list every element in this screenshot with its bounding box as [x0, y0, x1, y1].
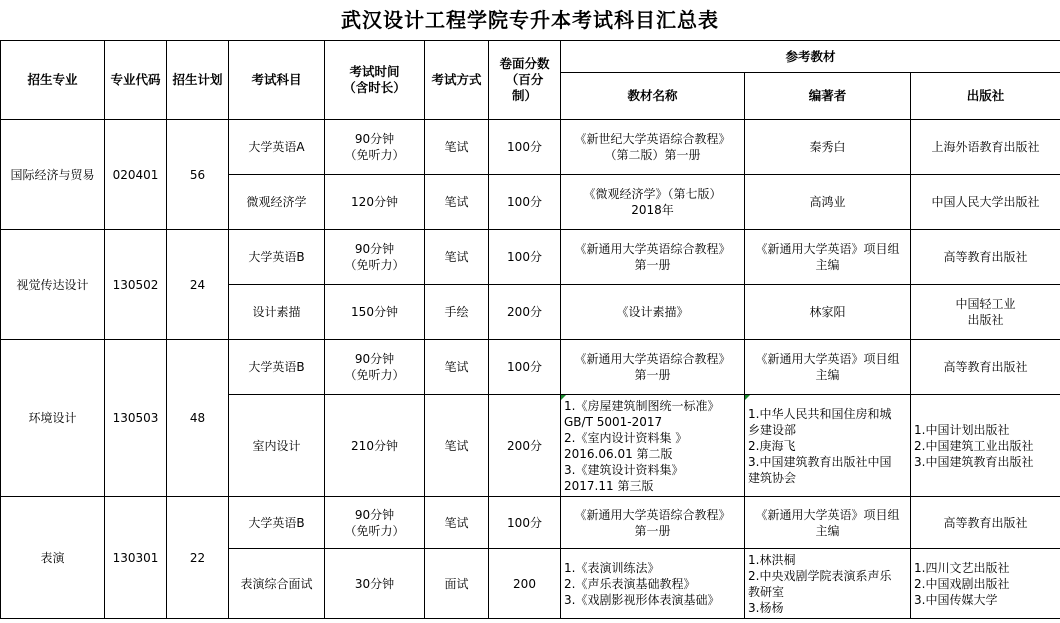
- score-cell: 100分: [489, 175, 561, 230]
- publisher-cell: 中国人民大学出版社: [911, 175, 1060, 230]
- author-cell: 1.林洪桐 2.中央戏剧学院表演系声乐 教研室 3.杨杨: [745, 549, 911, 619]
- author-cell: 《新通用大学英语》项目组 主编: [745, 497, 911, 549]
- header-publisher: 出版社: [911, 73, 1060, 120]
- score-cell: 200分: [489, 395, 561, 497]
- time-cell: 90分钟 （免听力）: [325, 120, 425, 175]
- major-name: 视觉传达设计: [1, 230, 105, 340]
- publisher-cell: 高等教育出版社: [911, 340, 1060, 395]
- subject-cell: 大学英语B: [229, 230, 325, 285]
- time-cell: 150分钟: [325, 285, 425, 340]
- author-cell: 《新通用大学英语》项目组 主编: [745, 340, 911, 395]
- author-cell: 秦秀白: [745, 120, 911, 175]
- header-subject: 考试科目: [229, 41, 325, 120]
- method-cell: 笔试: [425, 175, 489, 230]
- time-cell: 90分钟 （免听力）: [325, 230, 425, 285]
- score-cell: 100分: [489, 340, 561, 395]
- header-code: 专业代码: [105, 41, 167, 120]
- publisher-cell: 中国轻工业 出版社: [911, 285, 1060, 340]
- major-plan: 48: [167, 340, 229, 497]
- major-code: 130503: [105, 340, 167, 497]
- header-score: 卷面分数 （百分 制）: [489, 41, 561, 120]
- header-plan: 招生计划: [167, 41, 229, 120]
- method-cell: 笔试: [425, 120, 489, 175]
- book-cell: 《微观经济学》（第七版） 2018年: [561, 175, 745, 230]
- subject-cell: 大学英语B: [229, 497, 325, 549]
- exam-subjects-table: [0, 40, 1060, 619]
- method-cell: 笔试: [425, 395, 489, 497]
- major-name: 环境设计: [1, 340, 105, 497]
- score-cell: 100分: [489, 230, 561, 285]
- major-plan: 22: [167, 497, 229, 619]
- author-cell: 1.中华人民共和国住房和城 乡建设部 2.庚海飞 3.中国建筑教育出版社中国 建筑协会: [745, 395, 911, 497]
- score-cell: 200: [489, 549, 561, 619]
- score-cell: 100分: [489, 120, 561, 175]
- book-cell: 《新通用大学英语综合教程》 第一册: [561, 230, 745, 285]
- header-major: 招生专业: [1, 41, 105, 120]
- table-row: [1, 120, 1060, 175]
- major-name: 表演: [1, 497, 105, 619]
- book-cell: 《设计素描》: [561, 285, 745, 340]
- author-cell: 林家阳: [745, 285, 911, 340]
- time-cell: 210分钟: [325, 395, 425, 497]
- time-cell: 90分钟 （免听力）: [325, 497, 425, 549]
- major-plan: 56: [167, 120, 229, 230]
- publisher-cell: 1.中国计划出版社 2.中国建筑工业出版社 3.中国建筑教育出版社: [911, 395, 1060, 497]
- score-cell: 100分: [489, 497, 561, 549]
- publisher-cell: 高等教育出版社: [911, 230, 1060, 285]
- publisher-cell: 1.四川文艺出版社 2.中国戏剧出版社 3.中国传媒大学: [911, 549, 1060, 619]
- publisher-cell: 高等教育出版社: [911, 497, 1060, 549]
- book-cell: 《新通用大学英语综合教程》 第一册: [561, 340, 745, 395]
- major-code: 130502: [105, 230, 167, 340]
- method-cell: 手绘: [425, 285, 489, 340]
- subject-cell: 设计素描: [229, 285, 325, 340]
- page-title: 武汉设计工程学院专升本考试科目汇总表: [341, 8, 719, 32]
- subject-cell: 大学英语A: [229, 120, 325, 175]
- table-row: [1, 497, 1060, 549]
- author-cell: 高鸿业: [745, 175, 911, 230]
- header-time: 考试时间 （含时长）: [325, 41, 425, 120]
- book-cell: 《新通用大学英语综合教程》 第一册: [561, 497, 745, 549]
- book-cell: 1.《房屋建筑制图统一标准》 GB/T 5001-2017 2.《室内设计资料集 》 2016.06.01 第二版 3.《建筑设计资料集》 2017.11 第三版: [561, 395, 745, 497]
- publisher-cell: 上海外语教育出版社: [911, 120, 1060, 175]
- subject-cell: 室内设计: [229, 395, 325, 497]
- header-author: 编著者: [745, 73, 911, 120]
- method-cell: 笔试: [425, 340, 489, 395]
- time-cell: 90分钟 （免听力）: [325, 340, 425, 395]
- header-book: 教材名称: [561, 73, 745, 120]
- subject-cell: 大学英语B: [229, 340, 325, 395]
- method-cell: 笔试: [425, 497, 489, 549]
- author-cell: 《新通用大学英语》项目组 主编: [745, 230, 911, 285]
- time-cell: 30分钟: [325, 549, 425, 619]
- table-row: [1, 230, 1060, 285]
- book-cell: 1.《表演训练法》 2.《声乐表演基础教程》 3.《戏剧影视形体表演基础》: [561, 549, 745, 619]
- book-cell: 《新世纪大学英语综合教程》 （第二版）第一册: [561, 120, 745, 175]
- time-cell: 120分钟: [325, 175, 425, 230]
- major-code: 130301: [105, 497, 167, 619]
- score-cell: 200分: [489, 285, 561, 340]
- subject-cell: 微观经济学: [229, 175, 325, 230]
- method-cell: 面试: [425, 549, 489, 619]
- table-row: [1, 340, 1060, 395]
- major-plan: 24: [167, 230, 229, 340]
- major-name: 国际经济与贸易: [1, 120, 105, 230]
- header-reference: 参考教材: [561, 41, 1060, 73]
- major-code: 020401: [105, 120, 167, 230]
- method-cell: 笔试: [425, 230, 489, 285]
- header-method: 考试方式: [425, 41, 489, 120]
- subject-cell: 表演综合面试: [229, 549, 325, 619]
